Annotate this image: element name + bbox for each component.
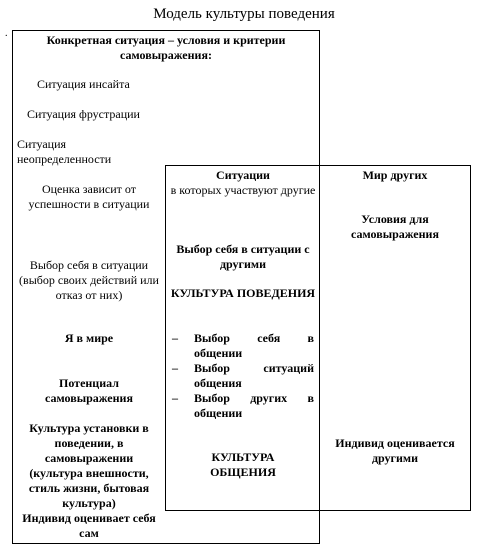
- situation-uncertainty: Ситуация неопределенности: [17, 137, 112, 166]
- choice-list-item: [168, 331, 314, 361]
- choice-list-item-text: Выбор других в общении: [194, 391, 314, 420]
- situation-frustration: Ситуация фрустрации: [27, 107, 140, 121]
- diagram-title: Модель культуры поведения: [153, 6, 335, 22]
- culture-of-behavior: КУЛЬТУРА ПОВЕДЕНИЯ: [170, 286, 316, 300]
- bullet-dash: –: [172, 361, 178, 375]
- middle-heading-sub: в которых участвуют другие: [170, 183, 316, 197]
- left-heading: Конкретная ситуация – условия и критерии самовыражения:: [46, 33, 286, 62]
- self-assessment: Индивид оценивает себя сам: [22, 511, 156, 540]
- choice-list-item: [168, 391, 314, 421]
- choice-list-item: [168, 361, 314, 391]
- assessed-by-others: Индивид оценивается другими: [335, 436, 455, 465]
- culture-of-communication: КУЛЬТУРА ОБЩЕНИЯ: [210, 450, 276, 479]
- conditions-self-expression: Условия для самовыражения: [351, 212, 439, 241]
- middle-heading: Ситуации: [216, 168, 270, 182]
- self-expression-potential: Потенциал самовыражения: [45, 376, 133, 405]
- behavior-attitudes-culture: Культура установки в поведении, в самовыражении (культура внешности, стиль жизни, бытовая культура): [28, 421, 150, 510]
- situation-insight: Ситуация инсайта: [37, 77, 130, 91]
- self-in-world: Я в мире: [64, 331, 114, 345]
- choice-list: [168, 331, 314, 421]
- choice-self-in-situation: Выбор себя в ситуации (выбор своих действий или отказ от них): [19, 258, 159, 302]
- bullet-dash: –: [172, 331, 178, 345]
- choice-list-item-text: Выбор себя в общении: [194, 331, 314, 360]
- bullet-dash: –: [172, 391, 178, 405]
- column-divider: [319, 165, 320, 511]
- choice-list-item-text: Выбор ситуаций общения: [194, 361, 314, 390]
- assessment-success: Оценка зависит от успешности в ситуации: [28, 182, 150, 211]
- right-heading: Мир других: [362, 168, 428, 182]
- choice-with-others: Выбор себя в ситуации с другими: [176, 242, 310, 271]
- stray-mark: .: [5, 28, 8, 39]
